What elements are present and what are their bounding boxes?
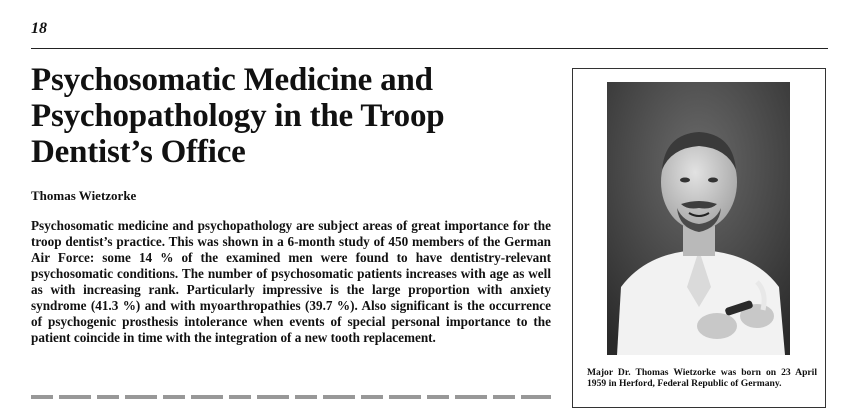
author-photo-box xyxy=(572,68,826,408)
page-number: 18 xyxy=(31,20,47,37)
portrait-illustration xyxy=(607,82,790,355)
body-text-cutoff xyxy=(31,392,551,400)
photo-caption: Major Dr. Thomas Wietzorke was born on 23 April 1959 in Herford, Federal Republic of Germany. xyxy=(587,367,817,389)
author-name: Thomas Wietzorke xyxy=(31,188,137,203)
portrait-photo-icon xyxy=(607,82,790,355)
abstract-text: Psychosomatic medicine and psychopathology are subject areas of great importance for the troop dentist’s practice. This was shown in a 6-month study of 450 members of the German Air Force: some 14 % of the examined men were found to have dentistry-relevant psychosomatic conditions. The number of psychosomatic patients increases with age as well as with increasing rank. Particularly impressive is the large proportion with anxiety syndrome (41.3 %) and with myoarthropathies (39.7 %). Also significant is the occurrence of psychogenic prosthesis intolerance when events of special personal importance to the patient coincide in time with the integration of a new tooth replacement. xyxy=(31,218,551,345)
header-rule xyxy=(31,48,828,49)
article-title: Psychosomatic Medicine and Psychopathology in the Troop Dentist’s Office xyxy=(31,62,445,170)
